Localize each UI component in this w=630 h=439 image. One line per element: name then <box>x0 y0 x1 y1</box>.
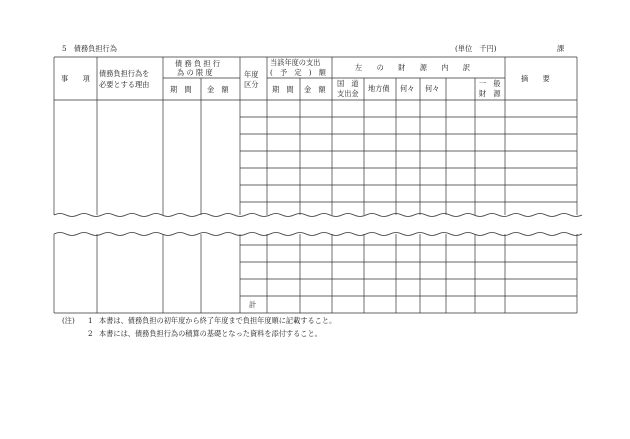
total-label: 計 <box>249 300 257 309</box>
header-tougai-line1: 当該年度の支出 <box>270 58 321 67</box>
header-tekiyou: 摘 要 <box>521 74 550 83</box>
note-2-number: 2 <box>88 329 93 338</box>
header-jiko: 事 項 <box>61 74 90 83</box>
header-limit-line2: 為 の 限 度 <box>177 68 213 77</box>
header-limit-kikan: 期 間 <box>170 85 192 94</box>
header-tougai-kikan: 期 間 <box>272 85 294 94</box>
header-limit-kingaku: 金 額 <box>207 85 229 94</box>
header-chihousai: 地方債 <box>368 84 390 93</box>
notes-prefix: (注) <box>62 316 75 325</box>
header-ippan-line2: 財 源 <box>479 89 501 98</box>
header-nendo-line2: 区分 <box>244 80 259 89</box>
header-kokko-line1: 国 道 <box>337 79 359 88</box>
note-1-text: 本書は、債務負担の初年度から終了年度まで負担年度順に記載すること。 <box>99 316 337 325</box>
header-tougai-kingaku: 金 額 <box>304 85 326 94</box>
header-reason-line2: 必要とする理由 <box>99 80 150 89</box>
header-zaigen: 左 の 財 源 内 訳 <box>355 63 471 72</box>
header-ippan-line1: 一 般 <box>479 79 501 88</box>
header-nendo-line1: 年度 <box>244 70 259 79</box>
header-reason-line1: 債務負担行為を <box>99 69 150 78</box>
note-2-text: 本書には、債務負担行為の積算の基礎となった資料を添付すること。 <box>99 329 322 338</box>
header-nanika1: 何々 <box>400 84 415 93</box>
header-tougai-line2: ( 予 定 ) 額 <box>270 68 326 77</box>
ka-label: 課 <box>557 44 565 53</box>
header-nanika2: 何々 <box>425 84 440 93</box>
note-1-number: 1 <box>88 316 93 325</box>
header-limit-line1: 債 務 負 担 行 <box>175 59 221 68</box>
header-kokko-line2: 支出金 <box>337 89 359 98</box>
section-title: 5 債務負担行為 <box>62 44 117 53</box>
unit-label: (単位 千円) <box>455 44 497 53</box>
